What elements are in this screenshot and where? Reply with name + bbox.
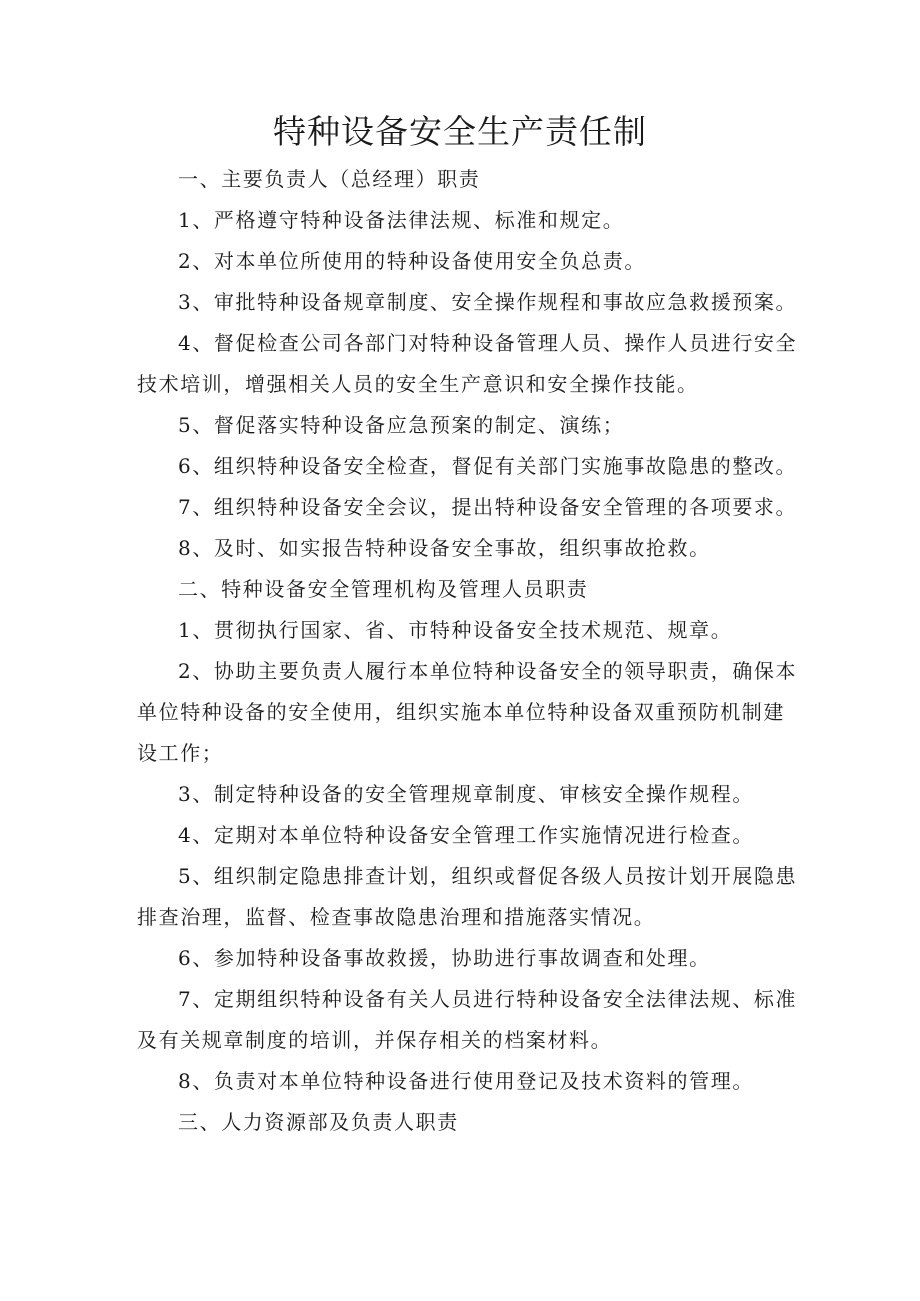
- paragraph-line: 8、及时、如实报告特种设备安全事故，组织事故抢救。: [178, 536, 711, 560]
- section-heading-2: 二、特种设备安全管理机构及管理人员职责: [178, 577, 589, 601]
- paragraph-line: 3、制定特种设备的安全管理规章制度、审核安全操作规程。: [178, 782, 754, 806]
- section-heading-3: 三、人力资源部及负责人职责: [178, 1110, 459, 1134]
- paragraph-line: 6、组织特种设备安全检查，督促有关部门实施事故隐患的整改。: [178, 454, 798, 478]
- paragraph-line: 设工作；: [137, 741, 224, 765]
- paragraph-line: 1、严格遵守特种设备法律法规、标准和规定。: [178, 208, 625, 232]
- paragraph-line: 7、组织特种设备安全会议，提出特种设备安全管理的各项要求。: [178, 495, 798, 519]
- paragraph-line: 7、定期组织特种设备有关人员进行特种设备安全法律法规、标准: [178, 987, 798, 1011]
- paragraph-line: 3、审批特种设备规章制度、安全操作规程和事故应急救援预案。: [178, 290, 798, 314]
- paragraph-line: 5、组织制定隐患排查计划，组织或督促各级人员按计划开展隐患: [178, 864, 798, 888]
- paragraph-line: 8、负责对本单位特种设备进行使用登记及技术资料的管理。: [178, 1069, 754, 1093]
- paragraph-line: 2、协助主要负责人履行本单位特种设备安全的领导职责，确保本: [178, 659, 798, 683]
- paragraph-line: 2、对本单位所使用的特种设备使用安全负总责。: [178, 249, 646, 273]
- paragraph-line: 单位特种设备的安全使用，组织实施本单位特种设备双重预防机制建: [137, 700, 785, 724]
- paragraph-line: 及有关规章制度的培训，并保存相关的档案材料。: [137, 1028, 613, 1052]
- paragraph-line: 4、定期对本单位特种设备安全管理工作实施情况进行检查。: [178, 823, 754, 847]
- paragraph-line: 排查治理，监督、检查事故隐患治理和措施落实情况。: [137, 905, 656, 929]
- paragraph-line: 技术培训，增强相关人员的安全生产意识和安全操作技能。: [137, 372, 699, 396]
- section-heading-1: 一、主要负责人（总经理）职责: [178, 167, 481, 191]
- paragraph-line: 1、贯彻执行国家、省、市特种设备安全技术规范、规章。: [178, 618, 733, 642]
- document-title: 特种设备安全生产责任制: [273, 112, 647, 151]
- paragraph-line: 6、参加特种设备事故救援，协助进行事故调查和处理。: [178, 946, 711, 970]
- paragraph-line: 5、督促落实特种设备应急预案的制定、演练；: [178, 413, 625, 437]
- paragraph-line: 4、督促检查公司各部门对特种设备管理人员、操作人员进行安全: [178, 331, 798, 355]
